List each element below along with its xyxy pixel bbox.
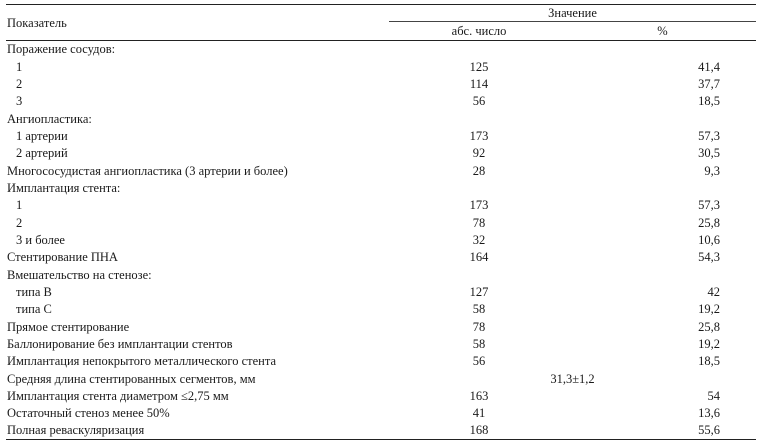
row-percent bbox=[569, 405, 756, 422]
row-abs-count: 58 bbox=[472, 302, 486, 317]
row-percent bbox=[569, 179, 756, 196]
row-label: 2 bbox=[16, 76, 23, 91]
table-row bbox=[6, 370, 756, 387]
row-percent bbox=[569, 266, 756, 283]
table-row bbox=[6, 318, 756, 335]
table-row bbox=[6, 41, 756, 58]
row-abs-count bbox=[389, 110, 569, 127]
row-percent bbox=[569, 145, 756, 162]
row-label: Ангиопластика: bbox=[7, 111, 92, 126]
row-percent bbox=[569, 127, 756, 144]
row-abs-count: 28 bbox=[472, 163, 486, 178]
header-percent: % bbox=[569, 22, 756, 41]
table-body bbox=[6, 41, 756, 440]
row-label: Средняя длина стентированных сегментов, мм bbox=[7, 371, 256, 386]
row-abs-count: 114 bbox=[469, 76, 489, 91]
row-percent-value: 25,8 bbox=[698, 215, 720, 230]
row-percent bbox=[569, 231, 756, 248]
row-percent-value: 25,8 bbox=[698, 319, 720, 334]
row-label: типа В bbox=[16, 284, 52, 299]
row-abs-count: 125 bbox=[469, 59, 489, 74]
table-row bbox=[6, 335, 756, 352]
row-label: Имплантация непокрытого металлического стента bbox=[7, 354, 277, 369]
row-abs-count bbox=[389, 266, 569, 283]
row-label: Поражение сосудов: bbox=[7, 42, 116, 57]
row-label: Стентирование ПНА bbox=[7, 250, 118, 265]
row-percent-value: 41,4 bbox=[698, 59, 720, 74]
row-label: Имплантация стента: bbox=[7, 180, 121, 195]
row-percent-value: 18,5 bbox=[698, 354, 720, 369]
row-label: Многососудистая ангиопластика (3 артерии и более) bbox=[7, 163, 288, 178]
row-percent bbox=[569, 197, 756, 214]
table-row bbox=[6, 145, 756, 162]
table-row bbox=[6, 387, 756, 404]
row-percent bbox=[569, 318, 756, 335]
row-percent-value: 42 bbox=[707, 284, 720, 299]
row-percent bbox=[569, 301, 756, 318]
table-row bbox=[6, 422, 756, 439]
row-abs-count: 168 bbox=[389, 422, 569, 439]
row-label: 1 bbox=[16, 59, 23, 74]
table-row bbox=[6, 75, 756, 92]
row-merged-value: 31,3±1,2 bbox=[550, 371, 595, 386]
row-abs-count bbox=[389, 179, 569, 196]
row-abs-count: 92 bbox=[472, 146, 486, 161]
table-row bbox=[6, 249, 756, 266]
row-percent-value: 19,2 bbox=[698, 337, 720, 352]
row-percent bbox=[569, 387, 756, 404]
row-percent bbox=[569, 58, 756, 75]
row-abs-count: 56 bbox=[472, 94, 486, 109]
row-label: 2 артерий bbox=[16, 146, 68, 161]
row-label: Баллонирование без имплантации стентов bbox=[7, 337, 233, 352]
table-row bbox=[6, 127, 756, 144]
row-label: 2 bbox=[16, 215, 23, 230]
row-abs-count: 78 bbox=[472, 319, 486, 334]
row-percent-value: 57,3 bbox=[698, 198, 720, 213]
table-row bbox=[6, 58, 756, 75]
table-row bbox=[6, 231, 756, 248]
row-abs-count: 78 bbox=[472, 215, 486, 230]
table-header bbox=[6, 5, 756, 41]
row-percent bbox=[569, 283, 756, 300]
table-row bbox=[6, 266, 756, 283]
table-row bbox=[6, 353, 756, 370]
row-percent-value: 19,2 bbox=[698, 302, 720, 317]
data-table bbox=[6, 4, 756, 440]
row-percent-value: 30,5 bbox=[698, 146, 720, 161]
header-abs-count: абс. число bbox=[389, 22, 569, 41]
row-percent bbox=[569, 335, 756, 352]
row-abs-count: 32 bbox=[472, 232, 486, 247]
row-percent bbox=[569, 249, 756, 266]
table-row bbox=[6, 162, 756, 179]
row-abs-count: 58 bbox=[472, 337, 486, 352]
table-row bbox=[6, 214, 756, 231]
row-label: Остаточный стеноз менее 50% bbox=[7, 406, 170, 421]
row-percent bbox=[569, 422, 756, 439]
row-percent-value: 9,3 bbox=[704, 163, 720, 178]
row-abs-count: 56 bbox=[472, 354, 486, 369]
table-row bbox=[6, 197, 756, 214]
header-value: Значение bbox=[389, 5, 756, 22]
row-abs-count: 173 bbox=[469, 198, 489, 213]
row-percent-value: 13,6 bbox=[698, 406, 720, 421]
row-abs-count: 41 bbox=[472, 406, 486, 421]
row-percent bbox=[569, 41, 756, 58]
row-abs-count: 164 bbox=[469, 250, 489, 265]
row-percent-value: 57,3 bbox=[698, 128, 720, 143]
row-label: Имплантация стента диаметром ≤2,75 мм bbox=[7, 389, 229, 404]
table-row bbox=[6, 93, 756, 110]
row-percent-value: 18,5 bbox=[698, 94, 720, 109]
table-row bbox=[6, 110, 756, 127]
table-row bbox=[6, 283, 756, 300]
row-percent-value: 54,3 bbox=[698, 250, 720, 265]
table-row bbox=[6, 405, 756, 422]
row-abs-count: 163 bbox=[469, 389, 489, 404]
table-row bbox=[6, 179, 756, 196]
row-percent bbox=[569, 75, 756, 92]
row-label: Прямое стентирование bbox=[7, 319, 130, 334]
row-abs-count bbox=[389, 41, 569, 58]
row-label: 1 артерии bbox=[16, 128, 68, 143]
row-label: Полная реваскуляризация bbox=[6, 422, 389, 439]
row-label: Вмешательство на стенозе: bbox=[7, 267, 152, 282]
row-percent bbox=[569, 353, 756, 370]
header-indicator: Показатель bbox=[6, 5, 389, 41]
row-percent bbox=[569, 93, 756, 110]
row-percent-value: 10,6 bbox=[698, 232, 720, 247]
table-row bbox=[6, 301, 756, 318]
row-label: типа С bbox=[16, 302, 52, 317]
row-percent-value: 37,7 bbox=[698, 76, 720, 91]
row-label: 3 bbox=[16, 94, 23, 109]
row-abs-count: 127 bbox=[469, 284, 489, 299]
row-percent-value: 54 bbox=[707, 389, 720, 404]
row-percent bbox=[569, 214, 756, 231]
row-percent bbox=[569, 162, 756, 179]
row-label: 1 bbox=[16, 198, 23, 213]
row-percent bbox=[569, 110, 756, 127]
row-label: 3 и более bbox=[16, 232, 65, 247]
row-percent-value: 55,6 bbox=[698, 423, 720, 438]
row-abs-count: 173 bbox=[469, 128, 489, 143]
